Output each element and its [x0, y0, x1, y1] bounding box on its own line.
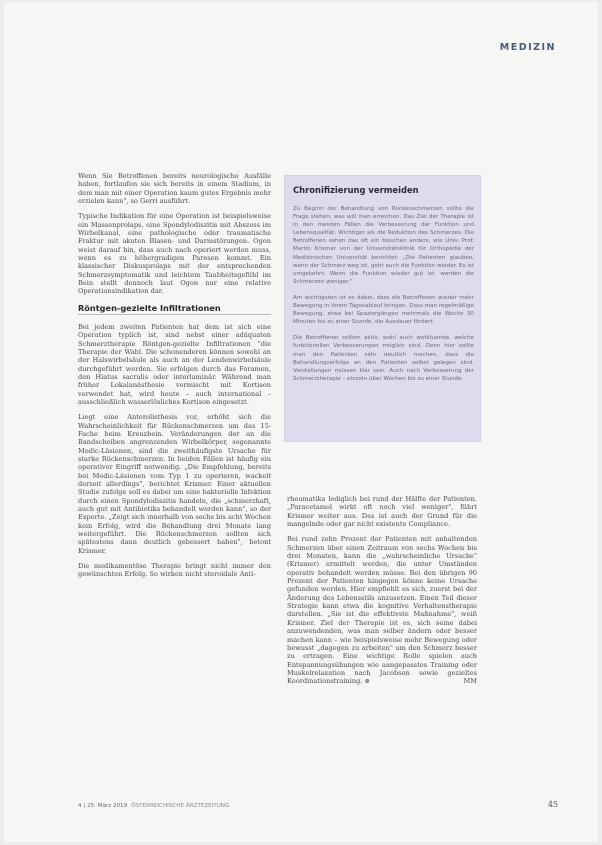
magazine-name: ÖSTERREICHISCHE ÄRZTEZEITUNG — [131, 803, 230, 809]
paragraph: Zu Beginn der Behandlung von Rückenschmerzen sollte die Frage stehen, was will man erreichen. Das Ziel der Therapie ist in den meisten Fällen die Verbesserung der Funktion und Lebensqualität. Wichtiger als die Reduktion des Schmerzes. Die Betroffenen sehen das oft ein bisschen anders, wie Univ. Prof. Martin Krismer von der Universitätsklinik für Orthopädie der Medizinischen Universität berichtet: „Die Patienten glauben, wenn der Schmerz weg ist, geht auch die Funktion wieder. Es ist umgekehrt: Wenn die Funktion wieder gut ist, werden die Schmerzen weniger." — [293, 206, 474, 285]
paragraph: Typische Indikation für eine Operation ist beispielsweise ein Massenprolaps, eine Spondylodiszitis mit Abszess im Wirbelkanal, eine pathologische oder traumatische Fraktur mit akuten Blasen- und Darmstörungen. Ogon weist darauf hin, dass auch nach operiert werden muss, wenn es zu höhergradigen Paresen kommt. Ein klassischer Diskusprolaps mit der entsprechenden Schmerzsymptomatik und leichtem Taubheitsgefühl im Bein stellt dennoch laut Ogon nur eine relative Operationsindikation dar. — [78, 212, 271, 296]
paragraph-text: Bei rund zehn Prozent der Patienten mit anhaltenden Schmerzen über einen Zeitraum von sechs Wochen bis drei Monaten, kann die „wahrscheinliche Ursache" (Krismer) ermittelt werden, die unter Umständen operativ behandelt werden müsse. Bei den übrigen 90 Prozent der Patienten hingegen könne keine Ursache gefunden werden. Hier empfiehlt es sich, zuerst bei der Änderung des Lebensstils anzusetzen. Einen Teil dieser Strategie kann etwa die kognitive Verhaltenstherapie darstellen. „Sie ist die effektivste Maßnahme", weiß Krismer. Ziel der Therapie ist es, sich seine dabei anzuwendenden, was man selber ändern oder besser machen kann – wie beispielsweise mehr Bewegung oder bewusst „dagegen zu arbeiten" um den Schmerz besser zu ertragen. Eine wichtige Rolle spielen auch Entspannungsübungen wie aangepasstes Training oder Muskelrelaxation nach Jacobson sowie gezieltes Koordinationstraining. — [287, 535, 477, 686]
end-mark-icon: ⊛ — [364, 677, 371, 686]
page-number: 45 — [547, 800, 558, 809]
paragraph: rheumatika lediglich bei rund der Hälfte der Patienten. „Paracetamol wirkt oft noch viel weniger", führt Krismer weiter aus. Das ist auch der Grund für die mangelnde oder gar nicht existente Compliance. — [287, 495, 477, 529]
info-box — [284, 175, 481, 442]
subheading: Röntgen-gezielte Infiltrationen — [78, 303, 271, 315]
info-box-text — [293, 205, 474, 383]
issue-date: 4 | 25. März 2019 — [78, 803, 128, 809]
paragraph — [287, 535, 477, 685]
author-signature: MM — [463, 677, 477, 686]
info-box-title: Chronifizierung vermeiden — [293, 185, 419, 195]
paragraph: Liegt eine Anterolisthesis vor, erhöht sich die Wahrscheinlichkeit für Rückenschmerzen um das 15-Fache beim Kreuzbein. Veränderungen der an die Bandscheiben angrenzenden Wirbelkörper, sogenannte Modic-Läsionen, sind die zweithäufigste Ursache für starke Rückenschmerzen. In beiden Fällen ist häufig ein operativer Eingriff notwendig. „Die Empfehlung, bereits bei Modic-Läsionen vom Typ 1 zu operieren, wackelt derzeit allerdings", berichtet Krismer. Einer aktuellen Studie zufolge soll es dabei um eine bakterielle Infektion durch einen Spondylodiszitis handeln, die „schmerzhaft, auch gut mit Antibiotika behandelt werden kann", so der Experte. „Zeigt sich innerhalb von sechs bis acht Wochen kein Erfolg, wird die Behandlung drei Monate lang weitergeführt. Die Rückenschmerzen sollten sich spätestens dann deutlich gebessert haben", betont Krismer. — [78, 413, 271, 555]
paragraph: Am wichtigsten ist es dabei, dass die Betroffenen wieder mehr Bewegung in ihrem Tagesablauf bringen. Dass man regelmäßige Bewegung, etwa bei Spaziergängen mehrmals die Woche 30 Minuten bis zu einer Stunde, die Ausdauer fördert. — [293, 294, 474, 326]
magazine-page — [4, 2, 598, 842]
right-column — [287, 495, 477, 693]
paragraph: Bei jedem zweiten Patienten hat dem ist sich eine Operation typlich ist, sind nebst einer adäquaten Schmerztherapie Röntgen-gezielte Infiltrationen "die Therapie der Wahl. Die schonenderen können sowohl an der Halswirbelsäule als auch an der Lendenwirbelsäule durchgeführt werden. Sie erfolgen durch das Foramen, den Hiatus sacralis oder interlaminär. Während man früher Lokalanästhesie vermischt mit Kortison verwendet hat, wird heute – auch international – ausschließlich wasserlösliches Kortison eingesetzt. — [78, 322, 271, 406]
paragraph: Wenn Sie Betroffenen bereits neurologische Ausfälle haben, fortlaufen sie sich bereits in einem Stadium, in dem man mit einer Operation kaum gutes Ergebnis mehr erzielen kann", so Gerri ausführt. — [78, 172, 271, 206]
paragraph: Die Betroffenen sollten aktiv, wohl auch wohltuende, welche funktionellen Verbesserungen möglich sind. Denn hier sollte man den Patienten sehr deutlich machen, dass die Behandlungserfolge an den Patienten selbst gelegen sind. Vorstellungen müssen klar sein. Auch nach Verbesserung der Schmerztherapie – einzeln über Wochen bis zu einer Stunde. — [293, 335, 474, 382]
footer — [78, 803, 229, 809]
section-label: MEDIZIN — [499, 42, 556, 53]
left-column — [78, 172, 271, 586]
paragraph: Die medikamentöse Therapie bringt nicht immer den gewünschten Erfolg. So wirken nicht steroidale Anti- — [78, 562, 271, 579]
